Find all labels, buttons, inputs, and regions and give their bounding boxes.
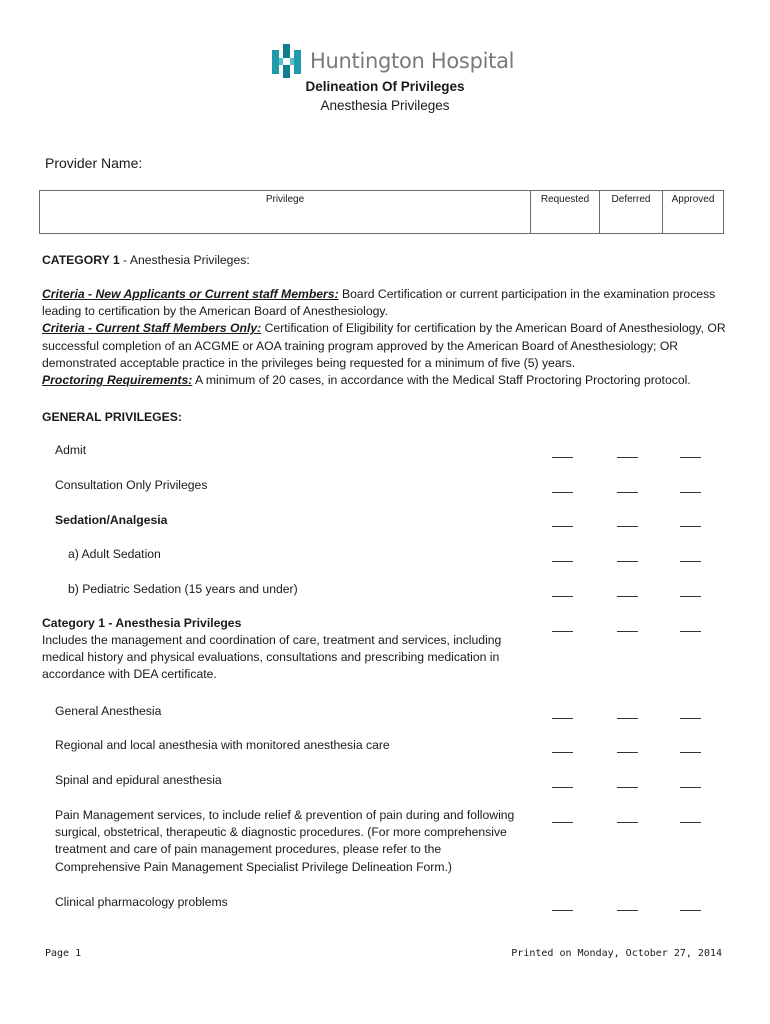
criteria-new-label: Criteria - New Applicants or Current staff Members: <box>42 287 339 301</box>
requested-blank[interactable] <box>552 787 573 788</box>
approved-blank[interactable] <box>680 822 701 823</box>
item-regional-anesthesia: Regional and local anesthesia with monitored anesthesia care <box>55 738 390 752</box>
approved-blank[interactable] <box>680 787 701 788</box>
requested-blank[interactable] <box>552 752 573 753</box>
provider-name-label: Provider Name: <box>45 155 143 171</box>
item-spinal-epidural: Spinal and epidural anesthesia <box>55 773 222 787</box>
col-approved: Approved <box>671 194 715 205</box>
item-general-anesthesia: General Anesthesia <box>55 704 162 718</box>
item-sedation: Sedation/Analgesia <box>55 513 168 527</box>
approved-blank[interactable] <box>680 718 701 719</box>
requested-blank[interactable] <box>552 561 573 562</box>
item-admit: Admit <box>55 443 87 457</box>
general-privileges-heading: GENERAL PRIVILEGES: <box>42 410 182 424</box>
requested-blank[interactable] <box>552 457 573 458</box>
approved-blank[interactable] <box>680 561 701 562</box>
proctoring-label: Proctoring Requirements: <box>42 373 193 388</box>
item-pain-management: Pain Management services, to include relief & prevention of pain during and following surgical, obstetrical, therapeutic & diagnostic procedures. (For more comprehensive treatment and care of pain management procedures, please refer to the Comprehensive Pain Management Specialist Privilege Delineation Form.) <box>55 808 515 874</box>
criteria-current-text: Certification of Eligibility for certification by the American Board of Anesthesiology, OR successful completion of an ACGME or AOA training program approved by the American Board of Anesthesiology; OR demonstrated acceptable practice in the privileges being requested for a minimum of five (5) years. <box>42 321 726 370</box>
approved-blank[interactable] <box>680 752 701 753</box>
hospital-logo <box>271 44 514 78</box>
category-heading <box>42 252 250 269</box>
approved-blank[interactable] <box>680 526 701 527</box>
category-title: - Anesthesia Privileges: <box>119 253 250 267</box>
requested-blank[interactable] <box>552 596 573 597</box>
approved-blank[interactable] <box>680 596 701 597</box>
deferred-blank[interactable] <box>617 752 638 753</box>
criteria-block <box>42 286 732 389</box>
col-requested: Requested <box>540 194 590 205</box>
requested-blank[interactable] <box>552 822 573 823</box>
proctoring-text: A minimum of 20 cases, in accordance with the Medical Staff Proctoring Proctoring protocol. <box>192 373 691 388</box>
deferred-blank[interactable] <box>617 492 638 493</box>
col-deferred: Deferred <box>611 194 651 205</box>
deferred-blank[interactable] <box>617 596 638 597</box>
item-consultation: Consultation Only Privileges <box>55 478 208 492</box>
requested-blank[interactable] <box>552 718 573 719</box>
deferred-blank[interactable] <box>617 822 638 823</box>
requested-blank[interactable] <box>552 910 573 911</box>
category-label: CATEGORY 1 <box>42 253 120 267</box>
hospital-logo-icon <box>271 44 302 78</box>
document-subtitle: Anesthesia Privileges <box>320 98 450 113</box>
deferred-blank[interactable] <box>617 457 638 458</box>
deferred-blank[interactable] <box>617 718 638 719</box>
col-privilege: Privilege <box>265 194 305 205</box>
deferred-blank[interactable] <box>617 910 638 911</box>
approved-blank[interactable] <box>680 910 701 911</box>
deferred-blank[interactable] <box>617 561 638 562</box>
item-category1-description: Includes the management and coordination of care, treatment and services, including medical history and physical evaluations, consultations and prescribing medication in accordance with DEA certificate. <box>42 633 502 682</box>
requested-blank[interactable] <box>552 492 573 493</box>
item-pediatric-sedation: b) Pediatric Sedation (15 years and under) <box>68 582 298 596</box>
deferred-blank[interactable] <box>617 526 638 527</box>
printed-date: Printed on Monday, October 27, 2014 <box>511 948 722 959</box>
item-category1-heading: Category 1 - Anesthesia Privileges <box>42 616 242 630</box>
logo-name: Huntington Hospital <box>310 49 515 73</box>
criteria-new-text: Board Certification or current participation in the examination process leading to certification by the American Board of Anesthesiology. <box>42 287 716 319</box>
deferred-blank[interactable] <box>617 631 638 632</box>
privilege-header-table <box>39 190 724 234</box>
item-adult-sedation: a) Adult Sedation <box>68 547 161 561</box>
document-title: Delineation Of Privileges <box>305 79 465 94</box>
deferred-blank[interactable] <box>617 787 638 788</box>
criteria-current-label: Criteria - Current Staff Members Only: <box>42 321 262 336</box>
approved-blank[interactable] <box>680 492 701 493</box>
requested-blank[interactable] <box>552 526 573 527</box>
page-number: Page 1 <box>45 948 82 959</box>
approved-blank[interactable] <box>680 631 701 632</box>
approved-blank[interactable] <box>680 457 701 458</box>
item-clinical-pharmacology: Clinical pharmacology problems <box>55 895 228 909</box>
requested-blank[interactable] <box>552 631 573 632</box>
